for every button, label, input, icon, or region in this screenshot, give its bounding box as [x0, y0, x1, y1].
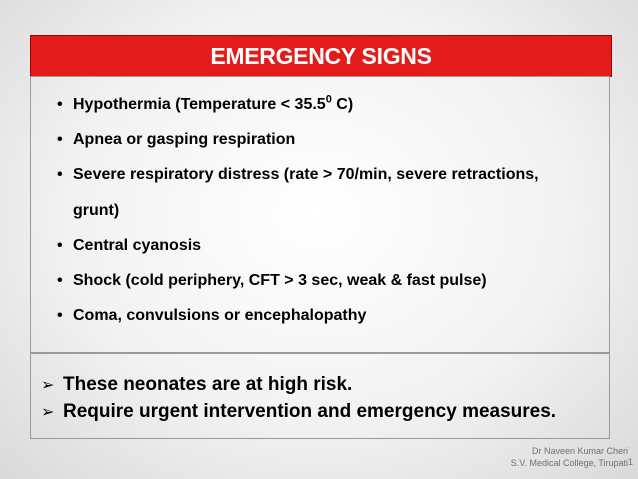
- arrow-bullet-icon: ➢: [41, 404, 55, 421]
- list-item-hypothermia: • Hypothermia (Temperature < $35.5^0$ C): [57, 93, 354, 113]
- bullet-icon: •: [57, 307, 63, 324]
- bullet-icon: •: [57, 272, 63, 289]
- author-credit: [511, 445, 628, 469]
- slide-title-text: EMERGENCY SIGNS: [210, 42, 432, 69]
- author-name: Dr Naveen Kumar Cheri: [531, 446, 628, 456]
- list-item-apnea: • Apnea or gasping respiration: [57, 131, 296, 148]
- emergency-signs-box: [30, 76, 610, 353]
- slide-title: [30, 35, 612, 77]
- emergency-signs-list: [57, 95, 602, 341]
- risk-line-high-risk: ➢ These neonates are at high risk.: [41, 374, 353, 395]
- list-item-shock: • Shock (cold periphery, CFT > 3 sec, weak & fast pulse): [57, 272, 487, 289]
- list-item-coma: • Coma, convulsions or encephalopathy: [57, 307, 367, 324]
- risk-line-urgent-intervention: ➢ Require urgent intervention and emergency measures.: [41, 401, 557, 422]
- college-name: S.V. Medical College, Tirupati: [510, 458, 628, 468]
- page-number: 1: [628, 457, 634, 467]
- arrow-bullet-icon: ➢: [41, 377, 55, 394]
- risk-box: [30, 353, 610, 439]
- bullet-icon: •: [57, 96, 63, 113]
- list-item-respiratory-distress: • Severe respiratory distress (rate > 70/min, severe retractions, grunt): [57, 166, 539, 219]
- bullet-icon: •: [57, 166, 63, 183]
- list-item-cyanosis: • Central cyanosis: [57, 237, 202, 254]
- bullet-icon: •: [57, 131, 63, 148]
- bullet-icon: •: [57, 237, 63, 254]
